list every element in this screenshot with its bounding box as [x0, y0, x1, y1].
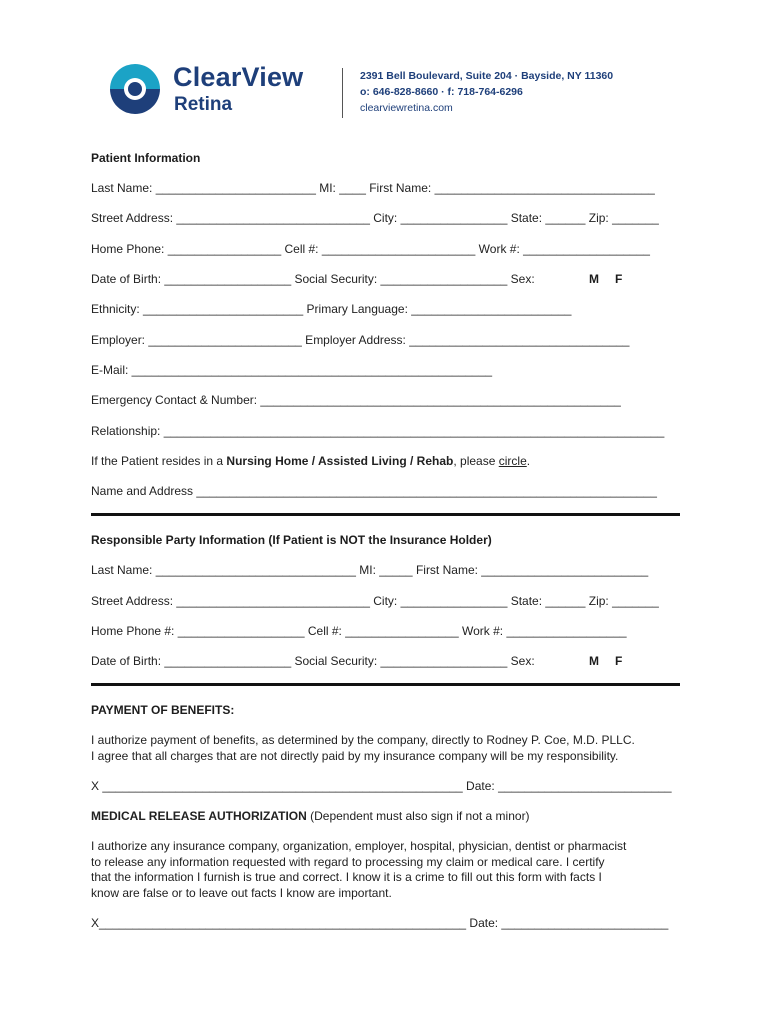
release-signature-field[interactable]: X_______________________________________________________ Date: _________________________ [91, 916, 669, 930]
brand-subtitle: Retina [174, 94, 233, 115]
residence-types[interactable]: Nursing Home / Assisted Living / Rehab [226, 454, 454, 468]
emergency-contact-field[interactable]: Emergency Contact & Number: ______________________________________________________ [91, 393, 621, 407]
release-paragraph [91, 839, 691, 901]
payment-line: I authorize payment of benefits, as determined by the company, directly to Rodney P. Coe, M.D. PLLC. [91, 733, 635, 747]
responsible-sex-m[interactable]: M [589, 654, 599, 668]
release-line: to release any information requested with regard to processing my claim or medical care. I certify [91, 854, 605, 869]
responsible-section-title: Responsible Party Information (If Patient is NOT the Insurance Holder) [91, 533, 492, 547]
responsible-sex-f[interactable]: F [615, 654, 623, 668]
residence-text: If the Patient resides in a [91, 454, 227, 468]
release-note: (Dependent must also sign if not a minor) [306, 809, 530, 823]
patient-sex-m[interactable]: M [589, 272, 599, 286]
payment-line: I agree that all charges that are not directly paid by my insurance company will be my responsibility. [91, 748, 619, 763]
release-line: know are false or to leave out facts I know are important. [91, 885, 392, 900]
patient-sex-f[interactable]: F [615, 272, 623, 286]
responsible-name-field[interactable]: Last Name: ______________________________ MI: _____ First Name: _________________________ [91, 563, 649, 577]
clearview-logo-icon [106, 60, 164, 118]
patient-email-field[interactable]: E-Mail: ______________________________________________________ [91, 363, 493, 377]
header-divider [342, 68, 343, 118]
responsible-dob-field[interactable]: Date of Birth: ___________________ Social Security: ___________________ Sex: [91, 654, 535, 668]
patient-name-field[interactable]: Last Name: ________________________ MI: ____ First Name: _________________________________ [91, 181, 655, 195]
patient-employer-field[interactable]: Employer: _______________________ Employer Address: _________________________________ [91, 333, 630, 347]
release-line: that the information I furnish is true and correct. I know it is a crime to fill out this form with facts I [91, 870, 602, 884]
practice-website[interactable]: clearviewretina.com [360, 102, 453, 114]
practice-phones: o: 646-828-8660 · f: 718-764-6296 [360, 86, 523, 98]
release-line: I authorize any insurance company, organization, employer, hospital, physician, dentist or pharmacist [91, 839, 627, 853]
patient-dob-field[interactable]: Date of Birth: ___________________ Social Security: ___________________ Sex: [91, 272, 535, 286]
section-divider [91, 683, 680, 686]
responsible-phone-field[interactable]: Home Phone #: ___________________ Cell #: _________________ Work #: __________________ [91, 624, 627, 638]
facility-name-address-field[interactable]: Name and Address _____________________________________________________________________ [91, 484, 657, 498]
responsible-address-field[interactable]: Street Address: _____________________________ City: ________________ State: ______ Zip: _______ [91, 594, 659, 608]
circle-instruction: circle [498, 454, 527, 468]
patient-address-field[interactable]: Street Address: _____________________________ City: ________________ State: ______ Zip: _______ [91, 211, 659, 225]
relationship-field[interactable]: Relationship: ___________________________________________________________________________ [91, 424, 665, 438]
release-section-title: MEDICAL RELEASE AUTHORIZATION [91, 809, 307, 823]
residence-instruction [91, 454, 691, 468]
payment-paragraph [91, 733, 691, 764]
payment-section-title: PAYMENT OF BENEFITS: [91, 703, 235, 717]
payment-signature-field[interactable]: X ______________________________________________________ Date: __________________________ [91, 779, 672, 793]
release-heading [91, 809, 691, 823]
patient-phone-field[interactable]: Home Phone: _________________ Cell #: _______________________ Work #: ___________________ [91, 242, 650, 256]
residence-text-mid: , please [453, 454, 499, 468]
brand-name: ClearView [173, 62, 304, 92]
practice-address: 2391 Bell Boulevard, Suite 204 · Bayside, NY 11360 [360, 70, 614, 82]
section-divider [91, 513, 680, 516]
residence-text-end: . [526, 454, 531, 468]
patient-ethnicity-field[interactable]: Ethnicity: ________________________ Primary Language: ________________________ [91, 302, 572, 316]
patient-section-title: Patient Information [91, 151, 201, 165]
